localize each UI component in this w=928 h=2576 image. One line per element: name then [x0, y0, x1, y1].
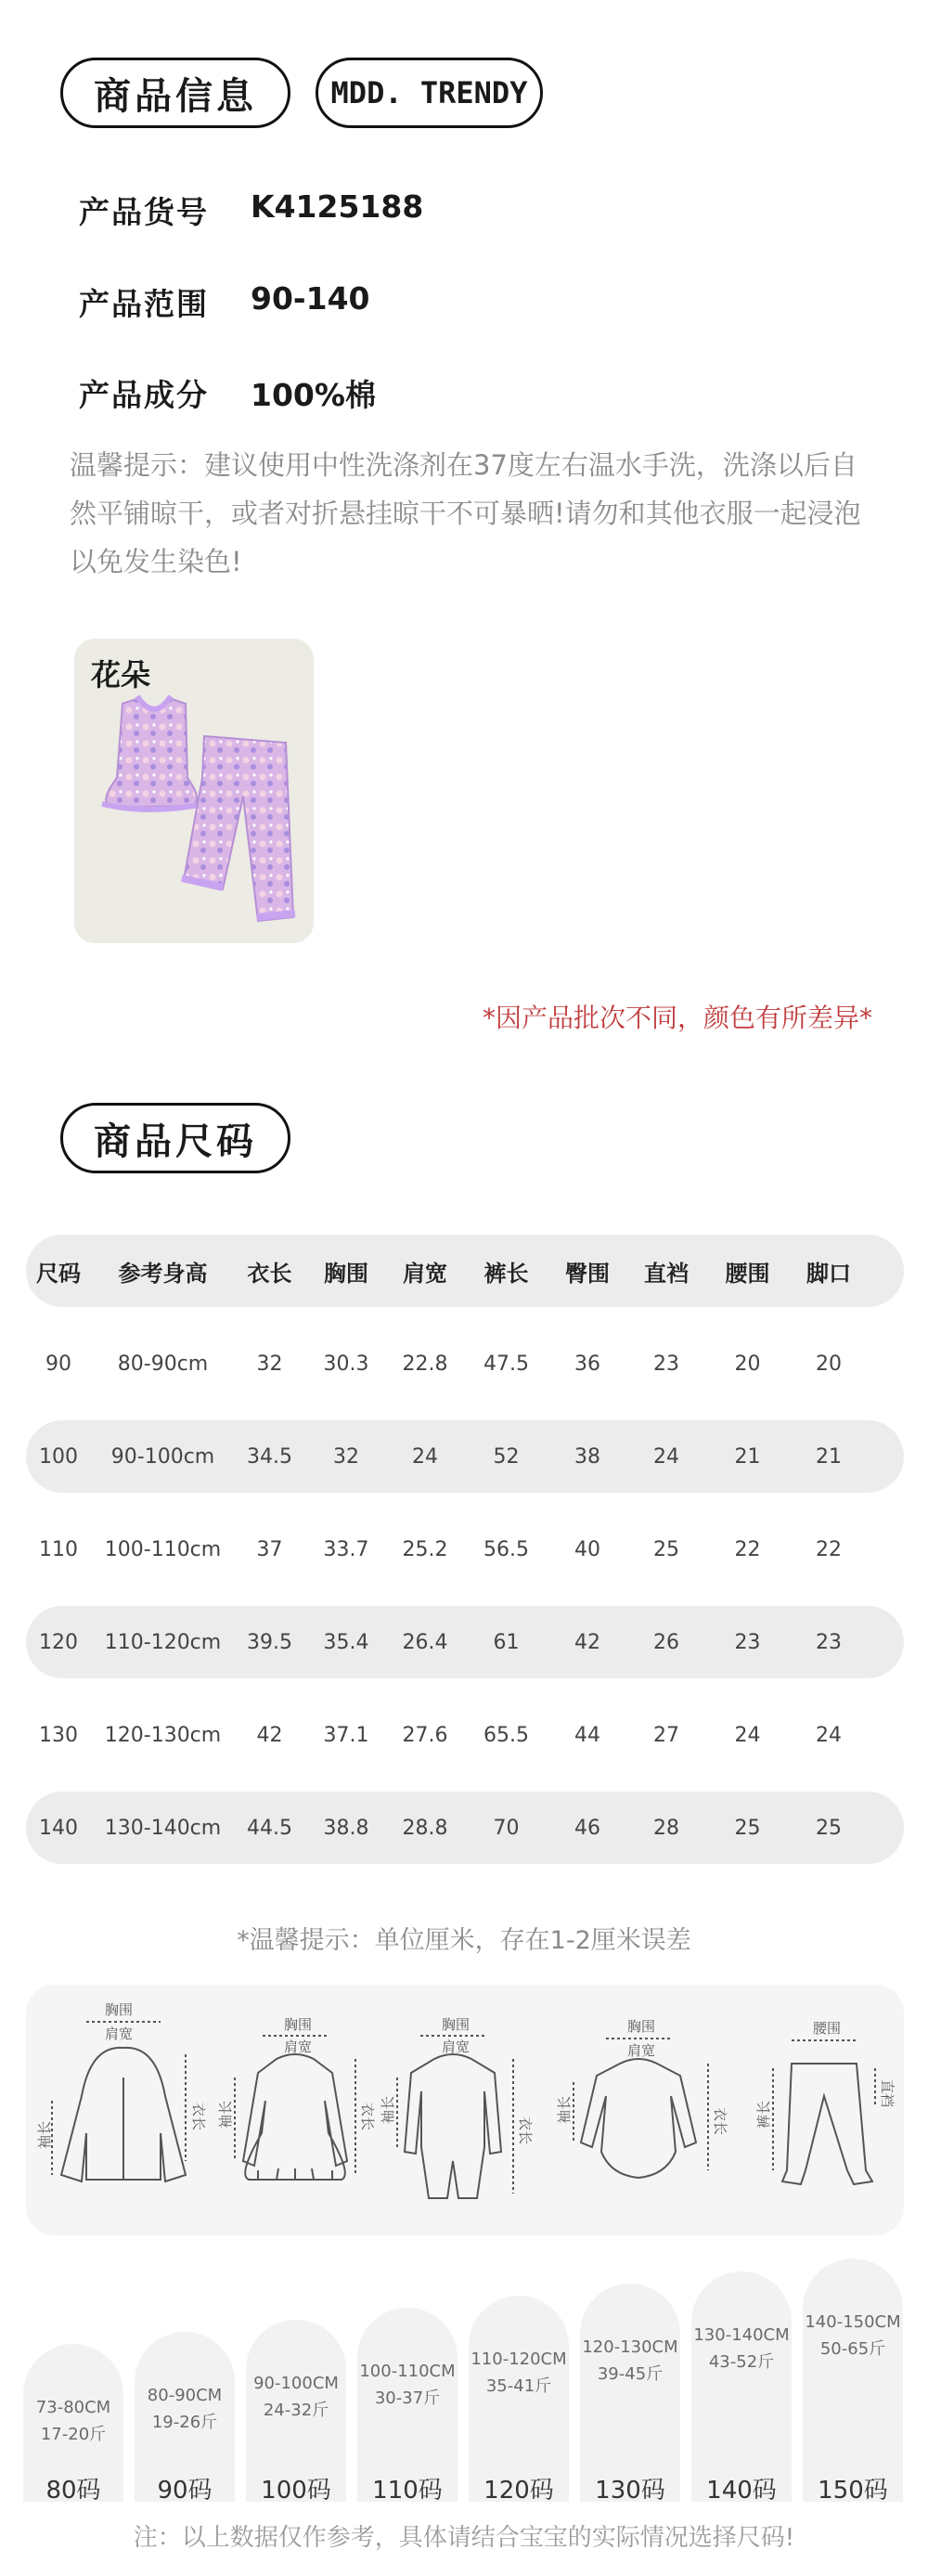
- table-cell: 36: [574, 1352, 600, 1376]
- table-cell: 70: [493, 1816, 520, 1840]
- table-cell: 90-100cm: [110, 1444, 215, 1469]
- diagram-label: 衣长: [190, 2103, 207, 2131]
- size-table: [26, 1235, 904, 1884]
- bodysuit-diagram-icon: [556, 2018, 728, 2178]
- table-cell: 27: [653, 1723, 679, 1747]
- diagram-label: 袖长: [36, 2120, 53, 2149]
- dome-height: 80-90CM: [147, 2386, 223, 2405]
- table-cell: 32: [256, 1352, 283, 1376]
- table-cell: 80-90cm: [117, 1352, 209, 1376]
- col-header: 肩宽: [403, 1260, 447, 1287]
- dress-diagram-icon: [217, 2016, 376, 2180]
- table-cell: 20: [734, 1352, 761, 1376]
- table-cell: 42: [256, 1723, 283, 1747]
- table-cell: 44.5: [247, 1816, 292, 1840]
- table-cell: 100: [39, 1444, 78, 1469]
- table-cell: 38.8: [323, 1816, 369, 1840]
- col-header: 脚口: [806, 1260, 851, 1287]
- size-label: 100码: [261, 2477, 331, 2505]
- info-row-material: [79, 371, 376, 415]
- diagram-label: 肩宽: [442, 2039, 470, 2055]
- dome-weight: 17-20斤: [40, 2425, 107, 2444]
- size-dome: [580, 2284, 680, 2502]
- table-cell: 28: [653, 1816, 679, 1840]
- table-cell: 25: [734, 1816, 761, 1840]
- table-cell: 52: [493, 1444, 520, 1469]
- table-row: [26, 1699, 904, 1771]
- diagram-label: 直裆: [879, 2079, 896, 2108]
- table-cell: 35.4: [323, 1630, 369, 1654]
- dome-weight: 24-32斤: [263, 2401, 329, 2420]
- material-value: 100%棉: [251, 377, 376, 413]
- table-cell: 23: [816, 1630, 842, 1654]
- dome-height: 120-130CM: [582, 2337, 678, 2357]
- table-row: [26, 1513, 904, 1586]
- table-cell: 26.4: [402, 1630, 448, 1654]
- dome-weight: 35-41斤: [485, 2376, 552, 2396]
- table-cell: 25: [816, 1816, 842, 1840]
- col-header: 裤长: [483, 1260, 529, 1287]
- color-disclaimer: *因产品批次不同，颜色有所差异*: [482, 1003, 872, 1033]
- size-dome: [803, 2259, 903, 2502]
- table-cell: 42: [574, 1630, 600, 1654]
- size-label: 80码: [45, 2477, 101, 2505]
- dome-height: 90-100CM: [253, 2374, 339, 2393]
- size-label: 150码: [818, 2477, 888, 2505]
- table-cell: 22.8: [402, 1352, 448, 1376]
- pants-diagram-icon: [755, 2020, 896, 2184]
- size-label: 120码: [483, 2477, 554, 2505]
- range-label: 产品范围: [79, 286, 209, 322]
- table-cell: 65.5: [483, 1723, 529, 1747]
- table-cell: 20: [816, 1352, 842, 1376]
- col-header: 腰围: [725, 1260, 770, 1287]
- footnote: 注：以上数据仅作参考，具体请结合宝宝的实际情况选择尺码!: [133, 2524, 795, 2552]
- table-cell: 61: [493, 1630, 520, 1654]
- table-cell: 39.5: [247, 1630, 292, 1654]
- table-cell: 32: [333, 1444, 359, 1469]
- table-row: [26, 1606, 904, 1678]
- dome-weight: 19-26斤: [151, 2413, 218, 2432]
- size-labels: [0, 2471, 928, 2505]
- info-row-range: [79, 280, 370, 324]
- dome-height: 130-140CM: [693, 2325, 790, 2345]
- diagram-label: 胸围: [284, 2016, 313, 2033]
- table-cell: 24: [734, 1723, 761, 1747]
- table-cell: 28.8: [402, 1816, 448, 1840]
- table-cell: 25.2: [402, 1537, 448, 1561]
- dome-weight: 43-52斤: [708, 2352, 775, 2372]
- table-cell: 46: [574, 1816, 600, 1840]
- col-header: 臀围: [565, 1260, 610, 1287]
- dome-height: 100-110CM: [359, 2362, 456, 2381]
- diagram-label: 衣长: [712, 2107, 728, 2136]
- size-label: 130码: [595, 2477, 665, 2505]
- table-cell: 27.6: [402, 1723, 448, 1747]
- table-cell: 130: [39, 1723, 78, 1747]
- table-cell: 24: [412, 1444, 438, 1469]
- table-cell: 33.7: [323, 1537, 369, 1561]
- table-cell: 22: [734, 1537, 761, 1561]
- info-row-sku: [79, 188, 423, 232]
- diagram-label: 裤长: [755, 2100, 772, 2129]
- dome-height: 140-150CM: [805, 2312, 901, 2332]
- table-cell: 30.3: [323, 1352, 369, 1376]
- unit-note: *温馨提示：单位厘米，存在1-2厘米误差: [237, 1926, 691, 1955]
- diagram-label: 衣长: [359, 2103, 376, 2131]
- table-cell: 24: [816, 1723, 842, 1747]
- table-cell: 24: [653, 1444, 679, 1469]
- col-header: 尺码: [36, 1260, 81, 1287]
- hoodie-diagram-icon: [36, 2001, 207, 2181]
- table-cell: 21: [734, 1444, 761, 1469]
- table-cell: 34.5: [247, 1444, 292, 1469]
- table-header: [26, 1235, 904, 1307]
- romper-diagram-icon: [380, 2016, 534, 2198]
- table-cell: 140: [39, 1816, 78, 1840]
- diagram-label: 袖长: [217, 2100, 234, 2129]
- diagram-label: 肩宽: [627, 2042, 656, 2059]
- size-label: 140码: [706, 2477, 777, 2505]
- section-title-size: 商品尺码: [60, 1103, 290, 1173]
- table-cell: 130-140cm: [104, 1816, 222, 1840]
- size-label: 90码: [157, 2477, 213, 2505]
- table-cell: 120-130cm: [104, 1723, 222, 1747]
- table-cell: 22: [816, 1537, 842, 1561]
- table-cell: 47.5: [483, 1352, 529, 1376]
- dome-height: 110-120CM: [470, 2349, 567, 2369]
- section-title-product-info: 商品信息: [60, 58, 290, 128]
- size-dome: [691, 2272, 792, 2502]
- table-cell: 37: [256, 1537, 283, 1561]
- brand-logo: MDD. TRENDY: [316, 58, 543, 128]
- dome-weight: 30-37斤: [374, 2388, 441, 2408]
- table-cell: 26: [653, 1630, 679, 1654]
- diagram-label: 肩宽: [105, 2026, 134, 2042]
- sku-value: K4125188: [251, 188, 424, 225]
- measurement-diagram-panel: [26, 1985, 904, 2235]
- table-cell: 40: [574, 1537, 600, 1561]
- color-swatch-card[interactable]: [74, 639, 314, 943]
- table-cell: 120: [39, 1630, 78, 1654]
- table-cell: 56.5: [483, 1537, 529, 1561]
- sku-label: 产品货号: [79, 194, 209, 230]
- table-cell: 25: [653, 1537, 679, 1561]
- col-header: 胸围: [324, 1260, 368, 1287]
- table-cell: 38: [574, 1444, 600, 1469]
- diagram-label: 胸围: [442, 2016, 470, 2033]
- material-label: 产品成分: [79, 377, 209, 413]
- diagram-label: 袖长: [556, 2095, 573, 2124]
- size-label: 110码: [372, 2477, 443, 2505]
- table-cell: 110-120cm: [104, 1630, 222, 1654]
- care-tip: 温馨提示：建议使用中性洗涤剂在37度左右温水手洗，洗涤以后自然平铺晾干，或者对折悬挂晾干不可暴晒!请勿和其他衣服一起浸泡以免发生染色!: [70, 449, 861, 577]
- diagram-label: 胸围: [105, 2001, 134, 2018]
- range-value: 90-140: [251, 280, 370, 317]
- dome-weight: 39-45斤: [597, 2364, 664, 2384]
- table-cell: 90: [45, 1352, 71, 1376]
- table-cell: 110: [39, 1537, 78, 1561]
- diagram-label: 肩宽: [284, 2039, 313, 2055]
- dome-weight: 50-65斤: [819, 2339, 886, 2359]
- col-header: 衣长: [247, 1260, 292, 1287]
- table-cell: 21: [816, 1444, 842, 1469]
- size-domes: [23, 2256, 905, 2502]
- table-row: [26, 1420, 904, 1493]
- dome-height: 73-80CM: [35, 2398, 111, 2417]
- diagram-label: 腰围: [813, 2020, 842, 2037]
- table-row: [26, 1327, 904, 1400]
- diagram-label: 胸围: [627, 2018, 656, 2035]
- table-cell: 44: [574, 1723, 600, 1747]
- col-header: 参考身高: [118, 1260, 208, 1287]
- swatch-label: 花朵: [91, 657, 151, 693]
- table-row: [26, 1792, 904, 1864]
- table-cell: 23: [734, 1630, 761, 1654]
- diagram-label: 袖长: [380, 2095, 396, 2124]
- diagram-label: 衣长: [517, 2116, 534, 2145]
- col-header: 直裆: [644, 1260, 689, 1287]
- table-cell: 23: [653, 1352, 679, 1376]
- table-cell: 100-110cm: [104, 1537, 222, 1561]
- table-cell: 37.1: [323, 1723, 369, 1747]
